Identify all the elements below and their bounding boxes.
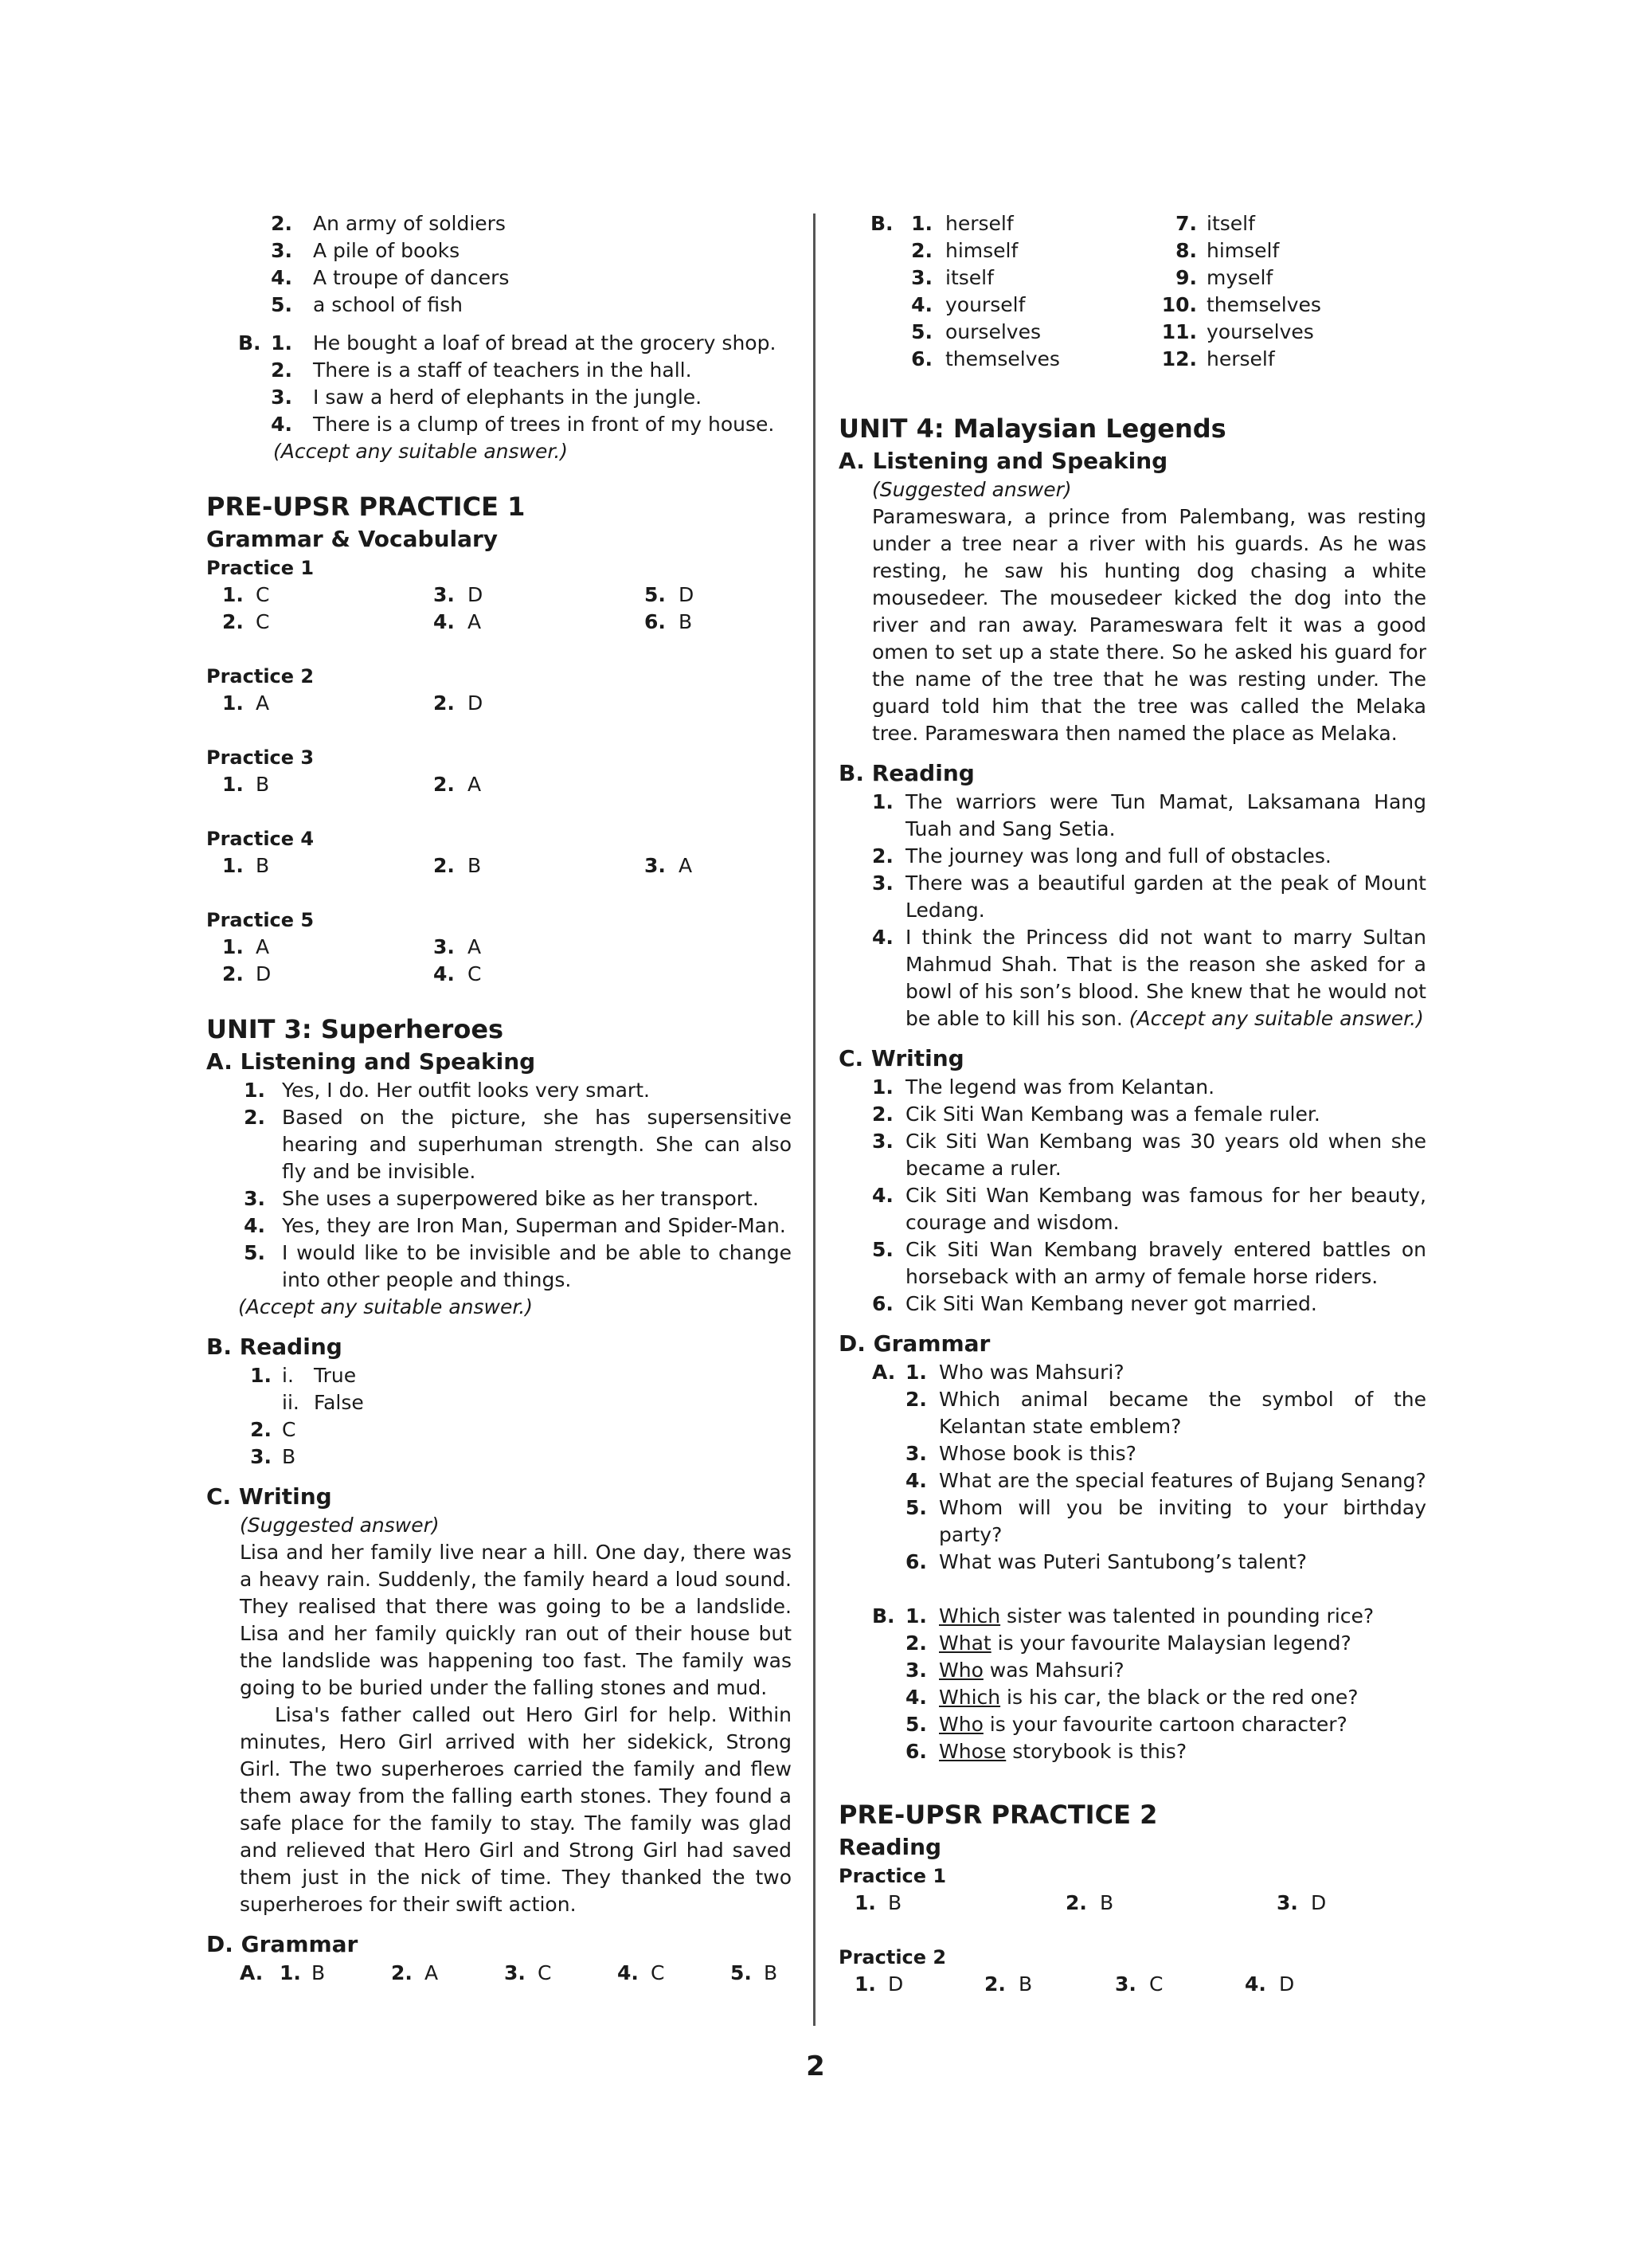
grammar-b-answers: B. 1. Which sister was talented in pounding rice? 2. What is your favourite Malaysian legend? 3. Who was Mahsuri? 4. Which is his car, the black or the red one? 5. Who is your favourite cartoon character? 6. Whose storybook is this? [839, 1603, 1426, 1765]
list-item: 6. Whose storybook is this? [905, 1740, 1187, 1763]
paragraph: Parameswara, a prince from Palembang, was resting under a tree near a river with his guards. As he was resting, he saw his hunting dog chasing a white mousedeer. The mousedeer kicked the dog into the river and ran away. Parameswara felt it was a good omen to set up a state there. So he asked his guard for the name of the tree that he was resting under. The guard told him that the tree was called the Melaka tree. Parameswara then named the place as Melaka. [872, 505, 1426, 745]
page-number: 2 [806, 2051, 825, 2082]
list-item: 2. Which animal became the symbol of the Kelantan state emblem? [905, 1388, 1426, 1438]
list-item: 2. The journey was long and full of obstacles. [872, 844, 1332, 868]
answer-note: (Suggested answer) [872, 478, 1072, 501]
list-item: 3. I saw a herd of elephants in the jungle. [271, 386, 702, 409]
list-item: ii. False [282, 1391, 364, 1414]
list-item: 4. yourself 10. themselves [911, 293, 1321, 316]
subsection-title: B. Reading [206, 1334, 342, 1360]
list-item: 1. Yes, I do. Her outfit looks very smart. [244, 1079, 650, 1102]
list-item: 3. Cik Siti Wan Kembang was 30 years old when she became a ruler. [872, 1130, 1426, 1180]
reading-answers [206, 1362, 792, 1471]
writing-answer [206, 1512, 792, 1918]
list-item: 4. A troupe of dancers [271, 266, 510, 289]
answer-note: (Accept any suitable answer.) [1128, 1007, 1424, 1030]
list-item: 5. Whom will you be inviting to your birthday party? [905, 1496, 1426, 1546]
answer-row: 1. D 2. B 3. C 4. D [855, 1972, 1295, 1996]
list-item: 3. Whose book is this? [905, 1442, 1136, 1465]
list-item: 6. Cik Siti Wan Kembang never got married. [872, 1292, 1317, 1315]
list-item: 3. itself 9. myself [911, 266, 1273, 289]
listening-answer [839, 476, 1426, 747]
list-item: 4. There is a clump of trees in front of my house. [271, 413, 775, 436]
list-item: 5. Cik Siti Wan Kembang bravely entered battles on horseback with an army of female horse riders. [872, 1238, 1426, 1288]
list-item: 6. What was Puteri Santubong’s talent? [905, 1550, 1308, 1573]
practice-label: Practice 1 [206, 557, 315, 579]
list-item: 4. Which is his car, the black or the red one? [905, 1686, 1359, 1709]
writing-answers [839, 1074, 1426, 1318]
right-column [839, 210, 1426, 1998]
list-item: 6. themselves 12. herself [911, 347, 1275, 370]
section-subtitle: Grammar & Vocabulary [206, 526, 499, 552]
answer-note: (Suggested answer) [240, 1514, 440, 1537]
list-item: 2. What is your favourite Malaysian legend? [905, 1631, 1351, 1655]
practice-label: Practice 2 [839, 1946, 947, 1968]
reflexive-answers: B. 1. herself 7. itself 2. himself 8. himself 3. itself 9. myself 4. yourself 10. themselves 5. ourselves 11. yourselves 6. themselves 12. herself [839, 210, 1426, 373]
list-item: 1. herself 7. itself [911, 212, 1255, 235]
answer-note: (Accept any suitable answer.) [238, 1295, 534, 1318]
subsection-title: B. Reading [839, 760, 975, 786]
list-item: 5. I would like to be invisible and be able to change into other people and things. [244, 1241, 792, 1291]
subsection-title: D. Grammar [206, 1931, 358, 1957]
left-column [206, 210, 792, 1987]
subsection-title: A. Listening and Speaking [206, 1048, 536, 1075]
answer-row: 1. C 3. D 5. D [222, 583, 694, 606]
list-item: 2. Cik Siti Wan Kembang was a female ruler. [872, 1103, 1320, 1126]
answer-row: A. 1. B 2. A 3. C 4. C 5. B [240, 1961, 778, 1984]
practice-label: Practice 1 [839, 1865, 947, 1887]
list-item: 3. Who was Mahsuri? [905, 1659, 1124, 1682]
subsection-title: C. Writing [839, 1045, 964, 1071]
section-title: PRE-UPSR PRACTICE 2 [839, 1800, 1158, 1830]
list-item: 1. i. True [250, 1364, 357, 1387]
listening-answers [206, 1077, 792, 1321]
practice-label: Practice 2 [206, 665, 315, 687]
unit-title: UNIT 3: Superheroes [206, 1014, 504, 1044]
list-item: 5. ourselves 11. yourselves [911, 320, 1314, 343]
grammar-a-answers: A. 1. Who was Mahsuri? 2. Which animal became the symbol of the Kelantan state emblem? 3. Whose book is this? 4. What are the special features of Bujang Senang? 5. Whom will you be inviting to your birthday party? 6. What was Puteri Santubong’s talent? [839, 1359, 1426, 1576]
paragraph: Lisa and her family live near a hill. One day, there was a heavy rain. Suddenly, the family heard a loud sound. They realised that there was going to be a landslide. Lisa and her family quickly ran out of their house but the landslide was happening too fast. The family was going to be buried under the falling stones and mud. [240, 1541, 792, 1699]
answer-row: 2. D 4. C [222, 962, 482, 985]
list-item: 3. She uses a superpowered bike as her transport. [244, 1187, 759, 1210]
list-item: 1. The legend was from Kelantan. [872, 1075, 1215, 1099]
unit-title: UNIT 4: Malaysian Legends [839, 413, 1226, 444]
list-item: 1. The warriors were Tun Mamat, Laksamana Hang Tuah and Sang Setia. [872, 790, 1426, 840]
subsection-title: D. Grammar [839, 1330, 991, 1357]
list-item: 2. An army of soldiers [271, 212, 506, 235]
list-item: 4. Yes, they are Iron Man, Superman and Spider-Man. [244, 1214, 786, 1237]
list-item: 3. B [250, 1445, 296, 1468]
practice-label: Practice 5 [206, 909, 315, 931]
answer-row: 1. A 2. D [222, 691, 483, 715]
list-item: 4. Cik Siti Wan Kembang was famous for her beauty, courage and wisdom. [872, 1184, 1426, 1234]
answer-row: 1. B 2. A [222, 773, 482, 796]
list-item: B. 1. He bought a loaf of bread at the grocery shop. [238, 331, 776, 354]
column-divider [813, 213, 816, 2026]
list-item: 2. C [250, 1418, 296, 1441]
paragraph: Lisa's father called out Hero Girl for help. Within minutes, Hero Girl arrived with her sidekick, Strong Girl. The two superheroes carried the family and flew them away from the falling earth stones. They found a safe place for the family to stay. The family was glad and relieved that Hero Girl and Strong Girl had saved them just in the nick of time. They thanked the two superheroes for their swift action. [240, 1703, 792, 1916]
list-item: 5. Who is your favourite cartoon character? [905, 1713, 1347, 1736]
answer-row: 1. B 2. B 3. D [855, 1891, 1327, 1914]
list-item: 4. What are the special features of Bujang Senang? [905, 1469, 1426, 1492]
answer-row: 1. B 2. B 3. A [222, 854, 693, 877]
answer-row: 1. A 3. A [222, 935, 482, 958]
list-item: 5. a school of fish [271, 293, 463, 316]
practice-label: Practice 4 [206, 828, 315, 850]
list-item: 3. A pile of books [271, 239, 460, 262]
collectives-a-tail [206, 210, 792, 319]
list-item: 1. Which sister was talented in pounding rice? [905, 1604, 1375, 1628]
list-item: 4. I think the Princess did not want to marry Sultan Mahmud Shah. That is the reason she asked for a bowl of his son’s blood. She knew that he would not be able to kill his son. (Accept any suitable answer.) [872, 926, 1426, 1030]
list-item: 2. Based on the picture, she has supersensitive hearing and superhuman strength. She can also fly and be invisible. [244, 1106, 792, 1183]
reading-answers [839, 789, 1426, 1032]
subsection-title: C. Writing [206, 1483, 332, 1510]
practice-label: Practice 3 [206, 746, 315, 769]
subsection-title: A. Listening and Speaking [839, 448, 1168, 474]
answer-row: 2. C 4. A 6. B [222, 610, 693, 633]
list-item: 3. There was a beautiful garden at the peak of Mount Ledang. [872, 872, 1426, 922]
list-item: 2. himself 8. himself [911, 239, 1280, 262]
collectives-b [206, 330, 792, 465]
list-item: 1. Who was Mahsuri? [905, 1361, 1124, 1384]
section-subtitle: Reading [839, 1834, 942, 1860]
list-item: 2. There is a staff of teachers in the hall. [271, 358, 692, 382]
section-title: PRE-UPSR PRACTICE 1 [206, 492, 526, 522]
answer-note: (Accept any suitable answer.) [273, 440, 569, 463]
